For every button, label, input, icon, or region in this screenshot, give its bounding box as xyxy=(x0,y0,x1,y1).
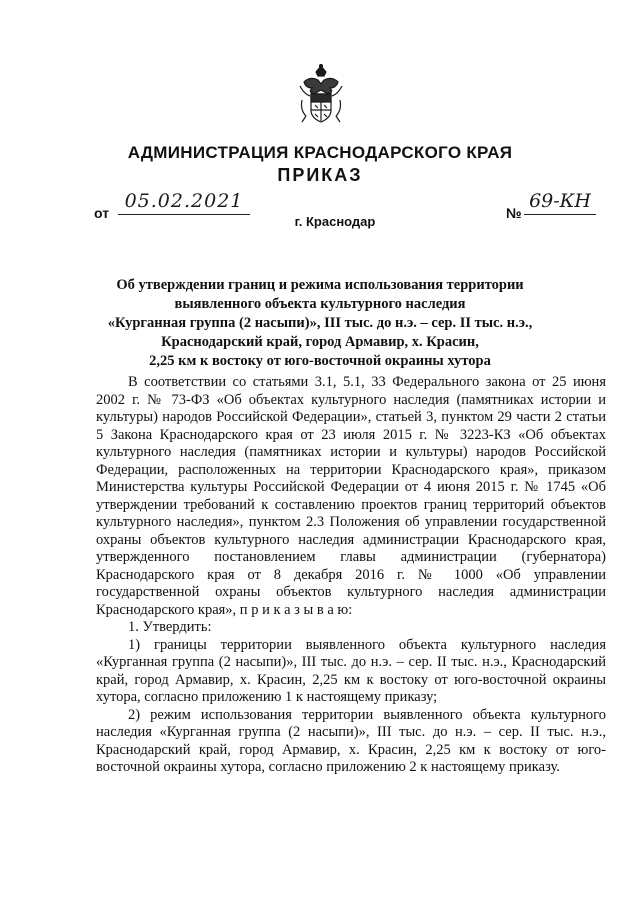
title-line: Об утверждении границ и режима использования территории xyxy=(116,277,524,293)
title-line: выявленного объекта культурного наследия xyxy=(174,296,466,312)
document-body xyxy=(96,374,606,777)
title-line: «Курганная группа (2 насыпи)», III тыс. до н.э. – сер. II тыс. н.э., xyxy=(107,315,533,331)
title-line: Краснодарский край, город Армавир, х. Красин, xyxy=(161,334,479,350)
number-field: 69-КН xyxy=(524,190,596,215)
document-title xyxy=(80,276,560,371)
clause-heading: 1. Утвердить: xyxy=(128,619,212,635)
document-type: ПРИКАЗ xyxy=(277,165,363,185)
date-label: от xyxy=(94,205,110,221)
organization-name: АДМИНИСТРАЦИЯ КРАСНОДАРСКОГО КРАЯ xyxy=(127,143,513,162)
preamble-paragraph: В соответствии со статьями 3.1, 5.1, 33 Федерального закона от 25 июня 2002 г. № 73-ФЗ «Об объектах культурного наследия (памятниках истории и культуры) народов Российской Федерации», статьей 3, пунктом 29 части 2 статьи 5 Закона Краснодарского края от 23 июля 2015 г. № 3223-КЗ «Об объектах культурного наследия (памятниках истории и культуры) народов Российской Федерации, расположенных на территории Краснодарского края», приказом Министерства культуры Российской Федерации от 4 июня 2015 г. № 1745 «Об утверждении требований к составлению проектов границ территорий объектов культурного наследия», пунктом 2.3 Положения об управлении государственной охраны объектов культурного наследия администрации Краснодарского края, утвержденного постановлением главы администрации (губернатора) Краснодарского края от 8 декабря 2016 г. № 1000 «Об управлении государственной охраны объектов культурного наследия администрации Краснодарского края», п р и к а з ы в а ю: xyxy=(96,374,606,618)
number-label: № xyxy=(506,205,522,221)
coat-of-arms-icon xyxy=(296,64,346,126)
date-field: 05.02.2021 xyxy=(118,190,250,215)
title-line: 2,25 км к востоку от юго-восточной окраины хутора xyxy=(149,353,491,369)
clause-item-2: 2) режим использования территории выявленного объекта культурного наследия «Курганная группа (2 насыпи)», III тыс. до н.э. – сер. II тыс. н.э., Краснодарский край, город Армавир, х. Красин, 2,25 км к востоку от юго-восточной окраины хутора, согласно приложению 2 к настоящему приказу. xyxy=(96,706,606,775)
clause-item-1: 1) границы территории выявленного объекта культурного наследия «Курганная группа (2 насыпи)», III тыс. до н.э. – сер. II тыс. н.э., Краснодарский край, город Армавир, х. Красин, 2,25 км к востоку от юго-восточной окраины хутора, согласно приложению 1 к настоящему приказу; xyxy=(96,636,606,705)
city-name: г. Краснодар xyxy=(294,214,376,229)
